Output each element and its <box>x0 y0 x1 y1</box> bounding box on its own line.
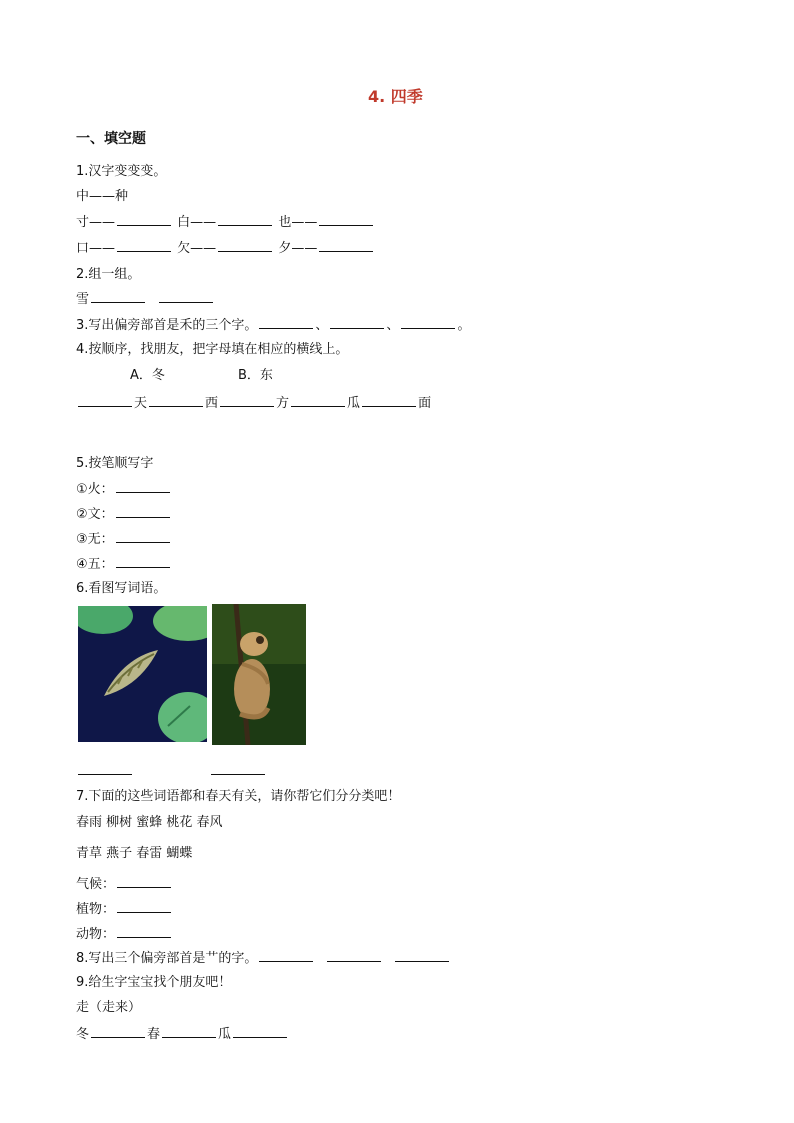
answer-blank[interactable] <box>259 949 313 962</box>
answer-blank[interactable] <box>116 505 170 518</box>
q5-item <box>76 530 172 549</box>
q6-blanks <box>76 762 134 781</box>
q6-blanks <box>209 762 267 781</box>
q8-row <box>76 949 451 968</box>
answer-blank[interactable] <box>218 213 272 226</box>
page-title: 4. 四季 <box>368 87 423 106</box>
q7-category-label: 气候： <box>76 877 116 892</box>
q9-row <box>76 1025 289 1044</box>
q1-row2-b: 欠—— <box>177 241 217 256</box>
answer-blank[interactable] <box>91 290 145 303</box>
q9-example: 走（走来） <box>76 1000 142 1015</box>
frog-photo <box>212 604 306 745</box>
q4-word: 面 <box>418 396 432 411</box>
answer-blank[interactable] <box>159 290 213 303</box>
q4-option-b: B．东 <box>238 368 273 383</box>
q4-prompt: 4.按顺序，找朋友，把字母填在相应的横线上。 <box>76 342 349 357</box>
answer-blank[interactable] <box>91 1025 145 1038</box>
q7-category <box>76 900 173 919</box>
answer-blank[interactable] <box>291 394 345 407</box>
answer-blank[interactable] <box>327 949 381 962</box>
q7-category <box>76 925 173 944</box>
q5-item-label: ③无： <box>76 532 114 547</box>
q9-char: 春 <box>147 1027 161 1042</box>
answer-blank[interactable] <box>117 925 171 938</box>
answer-blank[interactable] <box>117 900 171 913</box>
q7-prompt: 7.下面的这些词语都和春天有关，请你帮它们分分类吧！ <box>76 789 401 804</box>
section-heading: 一、填空题 <box>76 131 146 147</box>
q5-item <box>76 555 172 574</box>
q4-row <box>76 394 431 413</box>
q4-option-a: A．冬 <box>130 368 165 383</box>
q9-prompt: 9.给生字宝宝找个朋友吧！ <box>76 975 232 990</box>
q1-row1 <box>76 213 375 232</box>
q2-row <box>76 290 215 309</box>
q7-words-line1: 春雨 柳树 蜜蜂 桃花 春风 <box>76 815 223 830</box>
answer-blank[interactable] <box>162 1025 216 1038</box>
answer-blank[interactable] <box>78 762 132 775</box>
q1-example: 中——种 <box>76 189 129 204</box>
q7-category-label: 动物： <box>76 927 116 942</box>
answer-blank[interactable] <box>319 239 373 252</box>
period: 。 <box>457 318 471 333</box>
q1-row2-a: 口—— <box>76 241 116 256</box>
answer-blank[interactable] <box>218 239 272 252</box>
q1-row1-c: 也—— <box>278 215 318 230</box>
q3-prompt: 3.写出偏旁部首是禾的三个字。 <box>76 318 258 333</box>
q4-word: 天 <box>134 396 148 411</box>
q5-item-label: ②文： <box>76 507 114 522</box>
q4-word: 瓜 <box>347 396 361 411</box>
answer-blank[interactable] <box>117 213 171 226</box>
q2-prompt: 2.组一组。 <box>76 267 141 282</box>
answer-blank[interactable] <box>116 555 170 568</box>
q7-words-line2: 青草 燕子 春雷 蝴蝶 <box>76 846 193 861</box>
separator: 、 <box>386 318 400 333</box>
answer-blank[interactable] <box>362 394 416 407</box>
answer-blank[interactable] <box>330 316 384 329</box>
answer-blank[interactable] <box>116 480 170 493</box>
q1-row2-c: 夕—— <box>278 241 318 256</box>
answer-blank[interactable] <box>149 394 203 407</box>
q9-char: 冬 <box>76 1027 90 1042</box>
answer-blank[interactable] <box>395 949 449 962</box>
separator: 、 <box>315 318 329 333</box>
q3-row <box>76 316 470 335</box>
q6-prompt: 6.看图写词语。 <box>76 581 167 596</box>
answer-blank[interactable] <box>319 213 373 226</box>
answer-blank[interactable] <box>117 875 171 888</box>
q8-prompt: 8.写出三个偏旁部首是艹的字。 <box>76 951 258 966</box>
q1-row2 <box>76 239 375 258</box>
q1-row1-b: 白—— <box>177 215 217 230</box>
answer-blank[interactable] <box>233 1025 287 1038</box>
answer-blank[interactable] <box>116 530 170 543</box>
q7-category <box>76 875 173 894</box>
q1-row1-a: 寸—— <box>76 215 116 230</box>
q5-item-label: ①火： <box>76 482 114 497</box>
q5-prompt: 5.按笔顺写字 <box>76 456 154 471</box>
q4-word: 方 <box>276 396 290 411</box>
answer-blank[interactable] <box>401 316 455 329</box>
q9-char: 瓜 <box>218 1027 232 1042</box>
q4-word: 西 <box>205 396 219 411</box>
q5-item-label: ④五： <box>76 557 114 572</box>
answer-blank[interactable] <box>117 239 171 252</box>
answer-blank[interactable] <box>211 762 265 775</box>
answer-blank[interactable] <box>259 316 313 329</box>
q5-item <box>76 480 172 499</box>
q5-item <box>76 505 172 524</box>
q2-char: 雪 <box>76 292 90 307</box>
q7-category-label: 植物： <box>76 902 116 917</box>
q1-prompt: 1.汉字变变变。 <box>76 164 167 179</box>
answer-blank[interactable] <box>78 394 132 407</box>
leaf-boat-photo <box>78 606 207 742</box>
answer-blank[interactable] <box>220 394 274 407</box>
